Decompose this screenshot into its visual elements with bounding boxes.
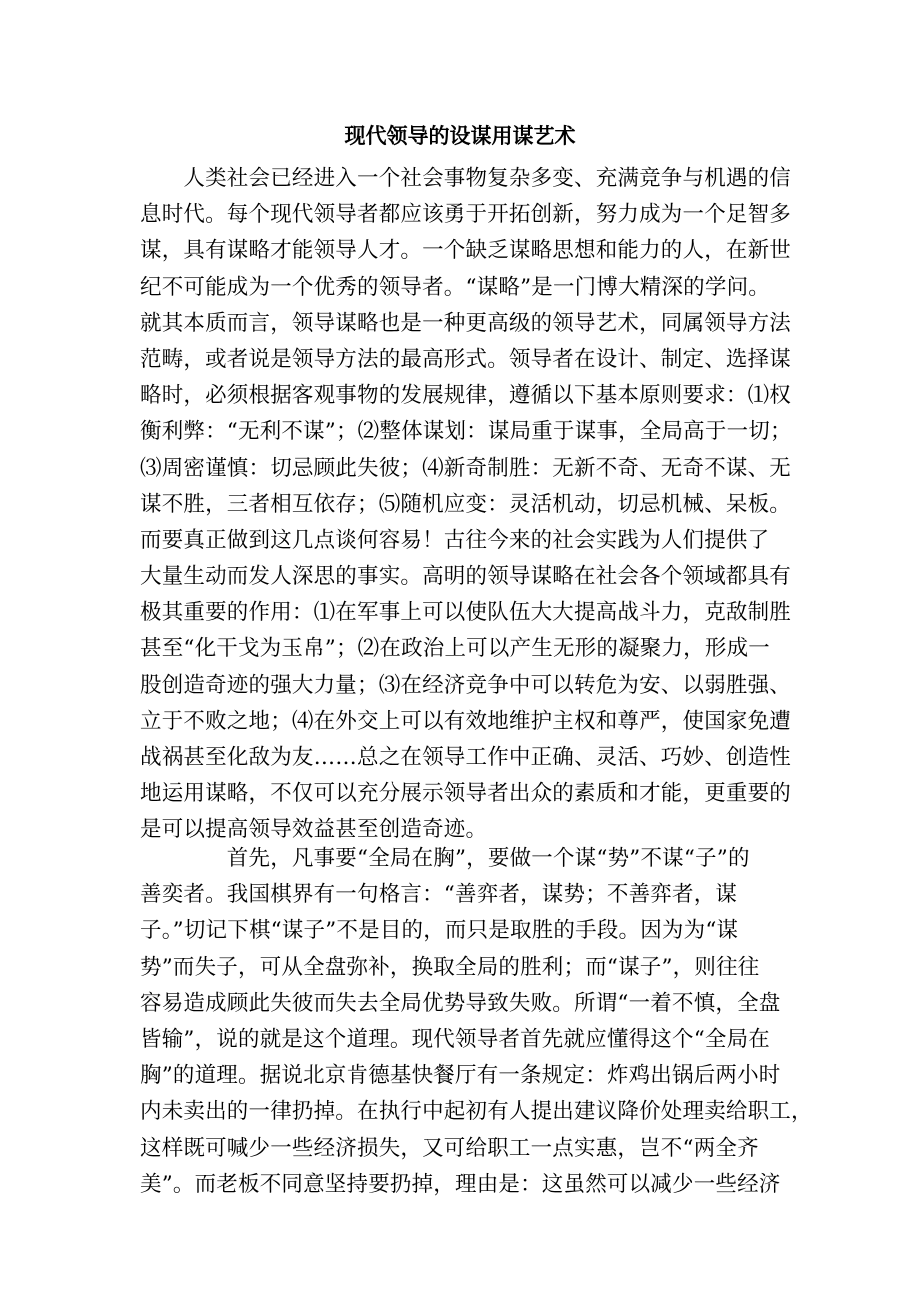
paragraph-line: 这样既可喊少一些经济损失，又可给职工一点实惠，岂不“两全齐 xyxy=(140,1135,759,1161)
paragraph-line: 善奕者。我国棋界有一句格言：“善弈者，谋势；不善弈者，谋 xyxy=(140,882,738,908)
paragraph-line: 衡利弊：“无利不谋”；⑵整体谋划：谋局重于谋事，全局高于一切； xyxy=(140,419,792,445)
paragraph-line: 甚至“化干戈为玉帛”；⑵在政治上可以产生无形的凝聚力，形成一 xyxy=(140,636,770,662)
paragraph-line: 谋，具有谋略才能领导人才。一个缺乏谋略思想和能力的人，在新世 xyxy=(140,238,792,264)
paragraph-line: 息时代。每个现代领导者都应该勇于开拓创新，努力成为一个足智多 xyxy=(140,202,792,228)
paragraph-line: 战祸甚至化敌为友……总之在领导工作中正确、灵活、巧妙、创造性 xyxy=(140,745,792,770)
paragraph-line: ⑶周密谨慎：切忌顾此失彼；⑷新奇制胜：无新不奇、无奇不谋、无 xyxy=(140,455,792,481)
paragraph-line: 美”。而老板不同意坚持要扔掉，理由是：这虽然可以减少一些经济 xyxy=(140,1171,781,1197)
paragraph-line: 立于不败之地；⑷在外交上可以有效地维护主权和尊严，使国家免遭 xyxy=(140,708,792,734)
paragraph-line: 人类社会已经进入一个社会事物复杂多变、充满竞争与机遇的信 xyxy=(140,166,792,191)
paragraph-line: 是可以提高领导效益甚至创造奇迹。 xyxy=(140,817,488,843)
paragraph-line: 谋不胜，三者相互依存；⑸随机应变：灵活机动，切忌机械、呆板。 xyxy=(140,491,792,517)
paragraph-line: 纪不可能成为一个优秀的领导者。“谋略”是一门博大精深的学问。 xyxy=(140,274,770,300)
paragraph-line: 容易造成顾此失彼而失去全局优势导致失败。所谓“一着不慎，全盘 xyxy=(140,990,781,1016)
paragraph-line: 范畴，或者说是领导方法的最高形式。领导者在设计、制定、选择谋 xyxy=(140,346,792,372)
paragraph-line: 而要真正做到这几点谈何容易！古往今来的社会实践为人们提供了 xyxy=(140,527,770,553)
paragraph-line: 股创造奇迹的强大力量；⑶在经济竞争中可以转危为安、以弱胜强、 xyxy=(140,672,792,698)
paragraph-line: 略时，必须根据客观事物的发展规律，遵循以下基本原则要求：⑴权 xyxy=(140,383,792,409)
paragraph-line: 首先，凡事要“全局在胸”，要做一个谋“势”不谋“子”的 xyxy=(140,846,750,871)
paragraph-1 xyxy=(140,161,800,849)
paragraph-line: 皆输”，说的就是这个道理。现代领导者首先就应懂得这个“全局在 xyxy=(140,1026,770,1052)
paragraph-line: 大量生动而发人深思的事实。高明的领导谋略在社会各个领域都具有 xyxy=(140,564,792,590)
paragraph-line: 子。”切记下棋“谋子”不是目的，而只是取胜的手段。因为为“谋 xyxy=(140,918,739,944)
paragraph-line: 就其本质而言，领导谋略也是一种更高级的领导艺术，同属领导方法 xyxy=(140,310,792,336)
paragraph-line: 势”而失子，可从全盘弥补，换取全局的胜利；而“谋子”，则往往 xyxy=(140,954,760,980)
paragraph-line: 地运用谋略，不仅可以充分展示领导者出众的素质和才能，更重要的 xyxy=(140,781,792,807)
paragraph-line: 胸”的道理。据说北京肯德基快餐厅有一条规定：炸鸡出锅后两小时 xyxy=(140,1063,781,1089)
paragraph-line: 极其重要的作用：⑴在军事上可以使队伍大大提高战斗力，克敌制胜 xyxy=(140,600,792,626)
paragraph-line: 内未卖出的一律扔掉。在执行中起初有人提出建议降价处理卖给职工， xyxy=(140,1099,813,1125)
document-title: 现代领导的设谋用谋艺术 xyxy=(344,124,576,148)
paragraph-2 xyxy=(140,841,813,1203)
